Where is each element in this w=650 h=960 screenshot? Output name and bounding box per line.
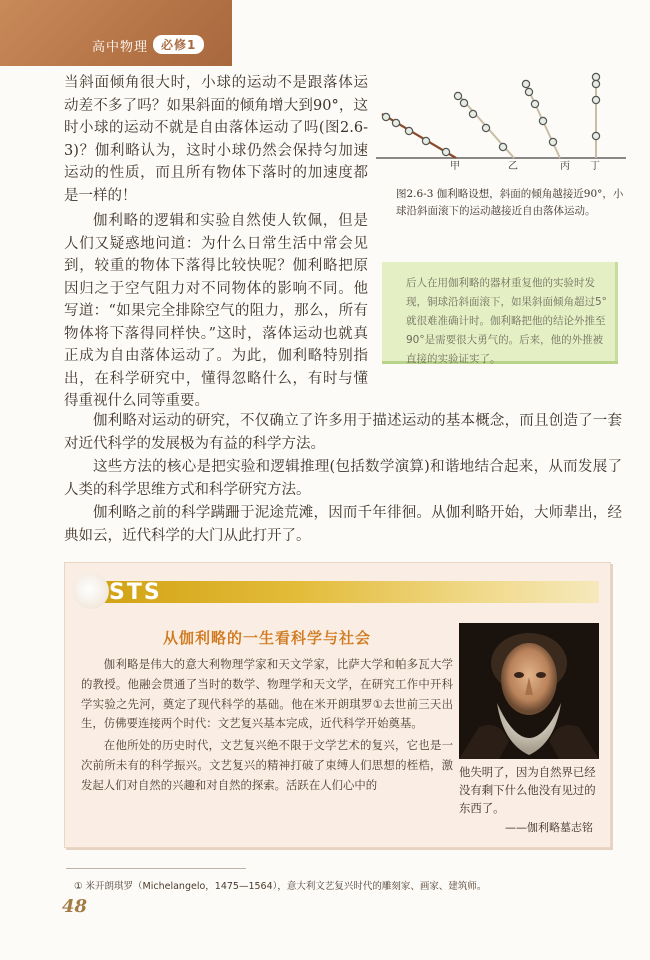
sts-panel [64, 562, 611, 848]
galileo-portrait-image [459, 623, 599, 759]
figure-caption: 图2.6-3 伽利略设想，斜面的倾角越接近90°，小球沿斜面滚下的运动越接近自由落体运动。 [396, 188, 624, 217]
sts-paragraph-2: 在他所处的历史时代，文艺复兴绝不限于文学艺术的复兴，它也是一次前所未有的科学振兴。文艺复兴的精神打破了束缚人们思想的桎梏，激发起人们对自然的兴趣和对自然的探索。活跃在人们心中的 [81, 738, 453, 792]
sts-body [81, 655, 453, 796]
sts-bubble-icon [73, 573, 109, 609]
footnote-divider [66, 868, 246, 869]
figure-label-jia: 甲 [450, 161, 460, 170]
epitaph-quote: 他失明了，因为自然界已经没有剩下什么他没有见过的东西了。 [459, 765, 596, 815]
side-note-text: 后人在用伽利略的器材重复他的实验时发现，铜球沿斜面滚下，如果斜面倾角超过5°就很难准确计时。伽利略把他的结论外推至90°是需要很大勇气的。后来，他的外推被直接的实验证实了。 [406, 277, 607, 365]
side-note-bar [615, 262, 618, 361]
figure-label-ding: 丁 [590, 161, 600, 170]
volume-badge: 必修1 [153, 35, 204, 54]
incline-figure [374, 70, 628, 170]
epitaph-source: ——伽利略墓志铭 [505, 821, 593, 834]
page-number: 48 [62, 896, 88, 917]
figure-label-yi: 乙 [508, 161, 518, 170]
paragraph-3: 伽利略对运动的研究，不仅确立了许多用于描述运动的基本概念，而且创造了一套对近代科学的发展极为有益的科学方法。 [64, 413, 622, 452]
paragraph-5: 伽利略之前的科学蹒跚于泥途荒滩，因而千年徘徊。从伽利略开始，大师辈出，经典如云，近代科学的大门从此打开了。 [64, 505, 622, 544]
figure-label-bing: 丙 [560, 161, 570, 170]
incline-diagram [374, 70, 628, 170]
paragraph-4: 这些方法的核心是把实验和逻辑推理(包括数学演算)和谐地结合起来，从而发展了人类的科学思维方式和科学研究方法。 [64, 459, 622, 498]
galileo-portrait [459, 623, 599, 759]
sts-label: STS [109, 580, 162, 605]
book-title: 高中物理 [92, 40, 149, 55]
footnote: ① 米开朗琪罗（Michelangelo，1475—1564），意大利文艺复兴时代的雕刻家、画家、建筑师。 [74, 881, 487, 892]
sts-title: 从伽利略的一生看科学与社会 [163, 629, 372, 647]
paragraph-1: 当斜面倾角很大时，小球的运动不是跟落体运动差不多了吗？如果斜面的倾角增大到90°，这时小球的运动不就是自由落体运动了吗(图2.6-3)？伽利略认为，这时小球仍然会保持匀加速运动的性质，而且所有物体下落时的加速度都是一样的！ [64, 75, 368, 204]
sts-header-bar [99, 581, 599, 603]
paragraph-2: 伽利略的逻辑和实验自然使人钦佩，但是人们又疑惑地问道：为什么日常生活中常会见到，较重的物体下落得比较快呢？伽利略把原因归之于空气阻力对不同物体的影响不同。他写道：“如果完全排除空气的阻力，那么，所有物体将下落得同样快。”这时，落体运动也就真正成为自由落体运动了。为此，伽利略特别指出，在科学研究中，懂得忽略什么，有时与懂得重视什么同等重要。 [64, 213, 368, 409]
side-note [382, 262, 618, 364]
header-banner [0, 0, 232, 66]
sts-paragraph-1: 伽利略是伟大的意大利物理学家和天文学家，比萨大学和帕多瓦大学的教授。他融会贯通了当时的数学、物理学和天文学，在研究工作中开科学实验之先河，奠定了现代科学的基础。他在米开朗琪罗①去世前三天出生，仿佛要连接两个时代：文艺复兴基本完成，近代科学开始奠基。 [81, 657, 453, 731]
